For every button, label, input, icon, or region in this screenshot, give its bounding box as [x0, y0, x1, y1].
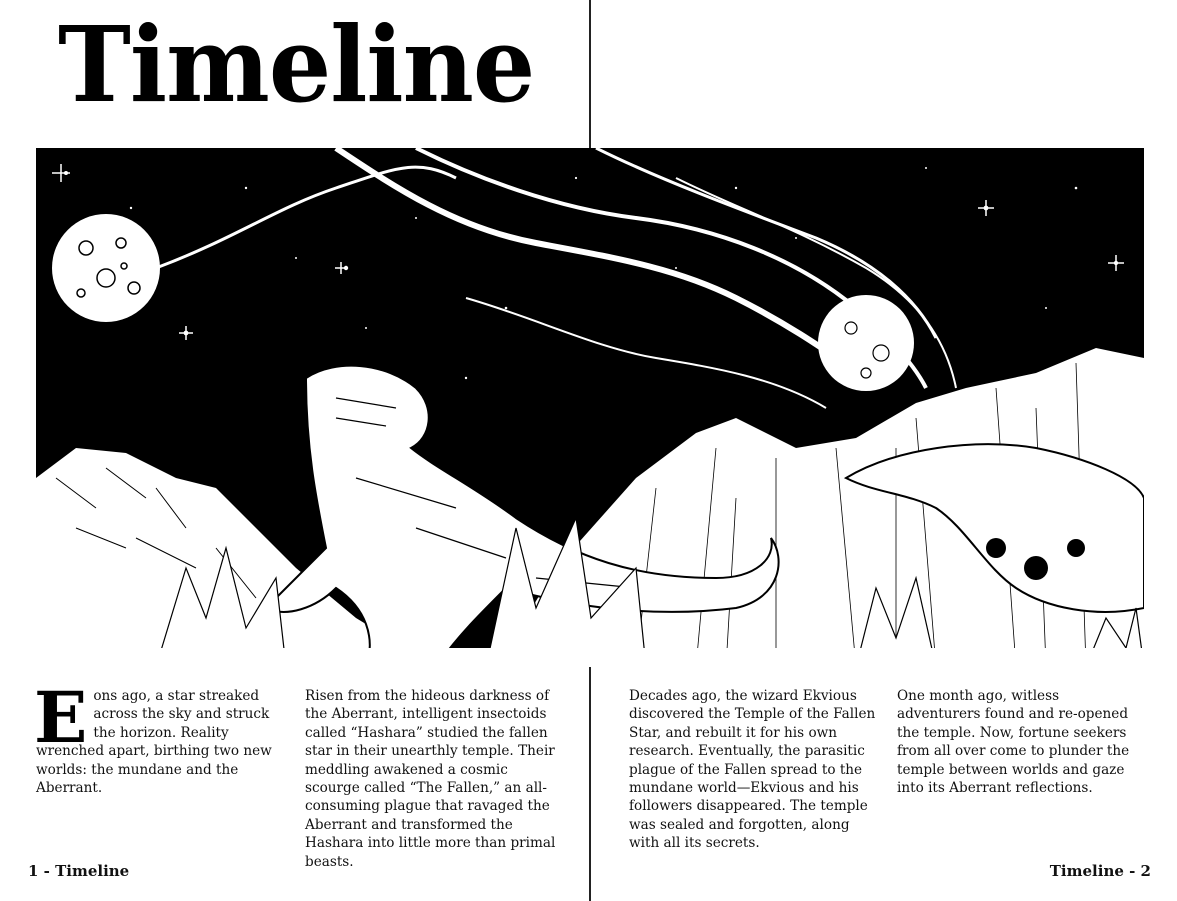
cosmic-illustration	[36, 148, 1144, 667]
comet-head	[818, 295, 914, 391]
footer-page-right: Timeline - 2	[1049, 862, 1151, 880]
text-column-3	[629, 687, 881, 853]
column-1-text: ons ago, a star streaked across the sky and struck the horizon. Reality wrenched apart, birthing two new worlds: the mundane and the Aberrant.	[36, 688, 272, 797]
text-column-4	[897, 687, 1145, 797]
moon	[52, 214, 160, 322]
text-column-2	[305, 687, 560, 871]
column-2-text: Risen from the hideous darkness of the Aberrant, intelligent insectoids called “Hashara” studied the fallen star in their unearthly temple. Their meddling awakened a cosmic scourge called “The Fallen,” an all-consuming plague that ravaged the Aberrant and transformed the Hashara into little more than primal beasts.	[305, 688, 556, 870]
column-4-text: One month ago, witless adventurers found and re-opened the temple. Now, fortune seekers from all over come to plunder the temple between worlds and gaze into its Aberrant reflections.	[897, 688, 1130, 797]
column-3-text: Decades ago, the wizard Ekvious discovered the Temple of the Fallen Star, and rebuilt it for his own research. Eventually, the parasitic plague of the Fallen spread to the mundane world—Ekvious and his followers disappeared. The temple was sealed and forgotten, along with all its secrets.	[629, 688, 876, 852]
text-column-1	[34, 676, 286, 797]
page-title: Timeline	[58, 4, 535, 127]
footer-page-left: 1 - Timeline	[28, 862, 130, 880]
drop-cap: E	[34, 676, 88, 759]
